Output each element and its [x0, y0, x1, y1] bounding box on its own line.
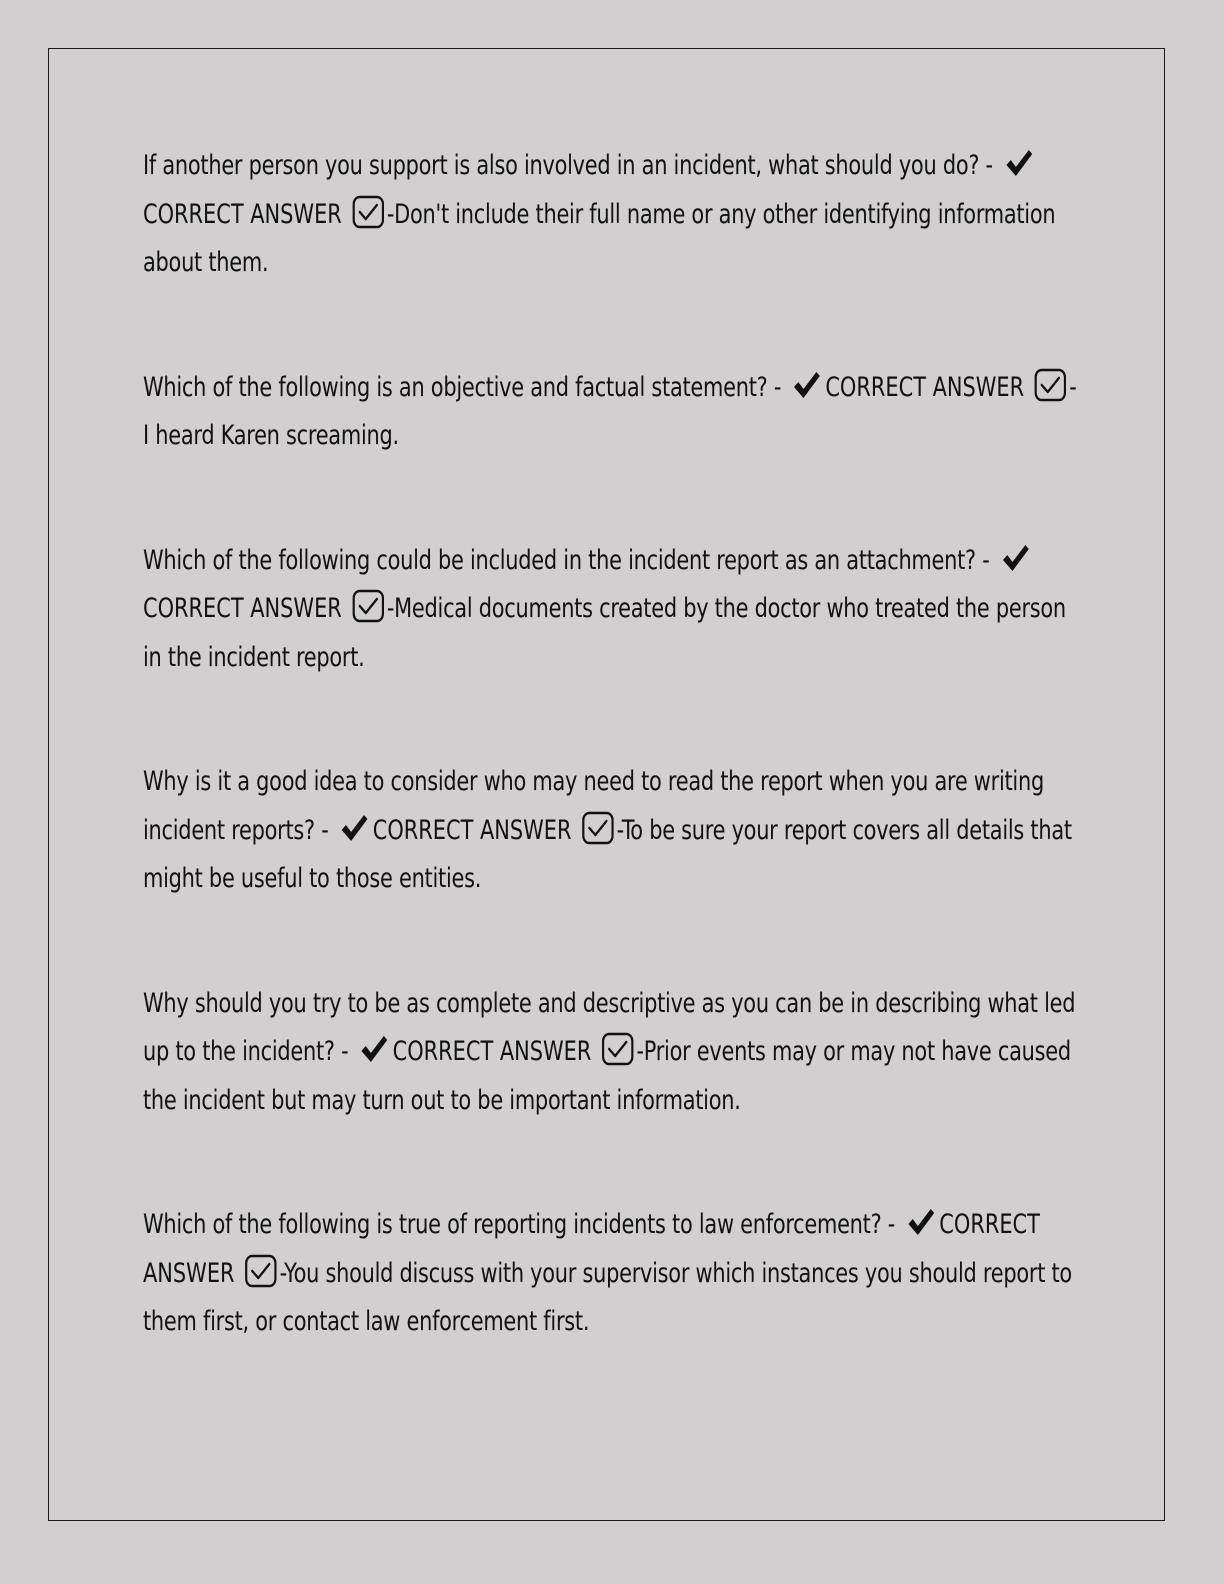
- checked-box-icon: [581, 811, 614, 845]
- answer-text: -Don't include their full name or any other identifying information about them.: [143, 198, 1056, 278]
- question-text: Which of the following is an objective and factual statement? -: [143, 371, 782, 403]
- qa-list: [143, 142, 1078, 1347]
- answer-label: CORRECT ANSWER: [392, 1036, 592, 1067]
- answer-label: CORRECT ANSWER: [143, 1209, 1040, 1289]
- checked-box-icon: [352, 589, 385, 623]
- checked-box-icon: [601, 1032, 634, 1066]
- qa-item: [143, 142, 1078, 288]
- answer-label: CORRECT ANSWER: [143, 593, 342, 624]
- checked-box-icon: [1034, 368, 1067, 402]
- qa-item: [143, 364, 1078, 461]
- answer-label: CORRECT ANSWER: [143, 198, 342, 230]
- heavy-check-mark-icon: [793, 370, 822, 400]
- checked-box-icon: [244, 1254, 277, 1288]
- question-text: Which of the following is true of reporting incidents to law enforcement? -: [143, 1209, 896, 1240]
- qa-item: [143, 537, 1078, 683]
- heavy-check-mark-icon: [1004, 148, 1033, 178]
- checked-box-icon: [352, 195, 385, 229]
- heavy-check-mark-icon: [1001, 543, 1030, 573]
- qa-item: [143, 980, 1078, 1126]
- answer-text: -Medical documents created by the doctor who treated the person in the incident report.: [143, 593, 1066, 673]
- answer-text: -To be sure your report covers all details that might be useful to those entities.: [143, 814, 1072, 894]
- answer-text: -You should discuss with your supervisor which instances you should report to them first, or contact law enforcement first.: [143, 1257, 1072, 1337]
- answer-label: CORRECT ANSWER: [372, 814, 572, 846]
- qa-item: [143, 758, 1078, 904]
- heavy-check-mark-icon: [340, 813, 369, 843]
- answer-label: CORRECT ANSWER: [825, 371, 1025, 403]
- question-text: Why is it a good idea to consider who may need to read the report when you are writing incident reports? -: [143, 766, 1044, 846]
- answer-text: -I heard Karen screaming.: [143, 371, 1077, 451]
- qa-item: [143, 1201, 1078, 1347]
- heavy-check-mark-icon: [360, 1034, 389, 1064]
- answer-text: -Prior events may or may not have caused the incident but may turn out to be important information.: [143, 1036, 1071, 1116]
- question-text: Which of the following could be included in the incident report as an attachment? -: [143, 544, 990, 576]
- heavy-check-mark-icon: [907, 1207, 936, 1237]
- question-text: Why should you try to be as complete and descriptive as you can be in describing what led up to the incident? -: [143, 987, 1076, 1067]
- question-text: If another person you support is also involved in an incident, what should you do? -: [143, 150, 993, 181]
